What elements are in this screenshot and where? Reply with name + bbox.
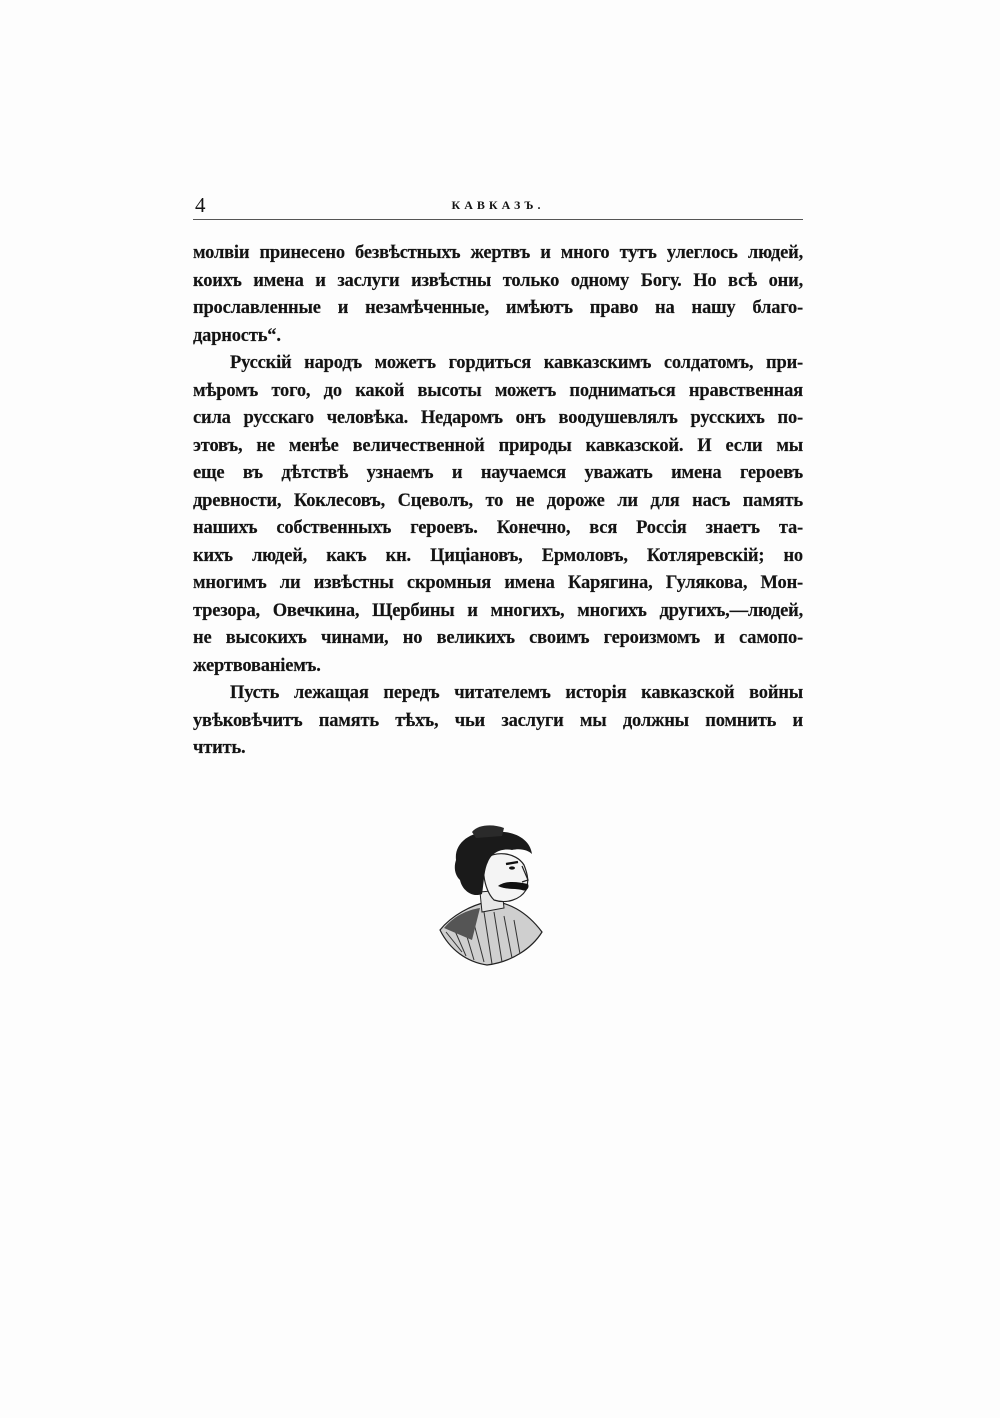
body-text xyxy=(193,240,803,763)
running-title: КАВКАЗЪ. xyxy=(451,198,545,212)
page-header xyxy=(193,193,803,221)
text-line: мѣромъ того, до какой высоты можетъ подниматься нравственная xyxy=(193,380,803,401)
text-line: многимъ ли извѣстны скромныя имена Карягина, Гулякова, Мон- xyxy=(193,573,803,593)
text-line: жертвованіемъ. xyxy=(193,655,321,676)
text-line: древности, Коклесовъ, Сцеволъ, то не дороже ли для насъ память xyxy=(193,490,803,511)
text-line: чтить. xyxy=(193,738,246,758)
text-line: увѣковѣчитъ память тѣхъ, чьи заслуги мы должны помнить и xyxy=(193,710,803,731)
text-line: не высокихъ чинами, но великихъ своимъ героизмомъ и самопо- xyxy=(193,628,803,648)
portrait-engraving xyxy=(432,820,552,970)
text-line: нашихъ собственныхъ героевъ. Конечно, вся Россія знаетъ та- xyxy=(193,518,803,538)
text-line: молвіи принесено безвѣстныхъ жертвъ и много тутъ улеглось людей, xyxy=(193,243,803,263)
text-line: еще въ дѣтствѣ узнаемъ и научаемся уважать имена героевъ xyxy=(193,463,803,483)
header-rule xyxy=(193,219,803,220)
page-number: 4 xyxy=(195,193,206,217)
text-line: прославленные и незамѣченные, имѣютъ право на нашу благо- xyxy=(193,298,803,318)
paragraph-2 xyxy=(193,350,803,680)
text-line: сила русскаго человѣка. Недаромъ онъ воодушевлялъ русскихъ по- xyxy=(193,408,803,428)
text-line: этовъ, не менѣе величественной природы кавказской. И если мы xyxy=(193,435,803,456)
paragraph-1 xyxy=(193,240,803,350)
text-line: дарность“. xyxy=(193,325,281,346)
text-line: кихъ людей, какъ кн. Цицiановъ, Ермоловъ, Котляревскій; но xyxy=(193,545,803,566)
paragraph-3 xyxy=(193,680,803,763)
text-line: трезора, Овечкина, Щербины и многихъ, многихъ другихъ,—людей, xyxy=(193,600,803,621)
text-line: Русскій народъ можетъ гордиться кавказскимъ солдатомъ, при- xyxy=(230,353,803,373)
text-line: Пусть лежащая передъ читателемъ исторія кавказской войны xyxy=(230,683,803,703)
text-line: коихъ имена и заслуги извѣстны только одному Богу. Но всѣ они, xyxy=(193,270,803,291)
